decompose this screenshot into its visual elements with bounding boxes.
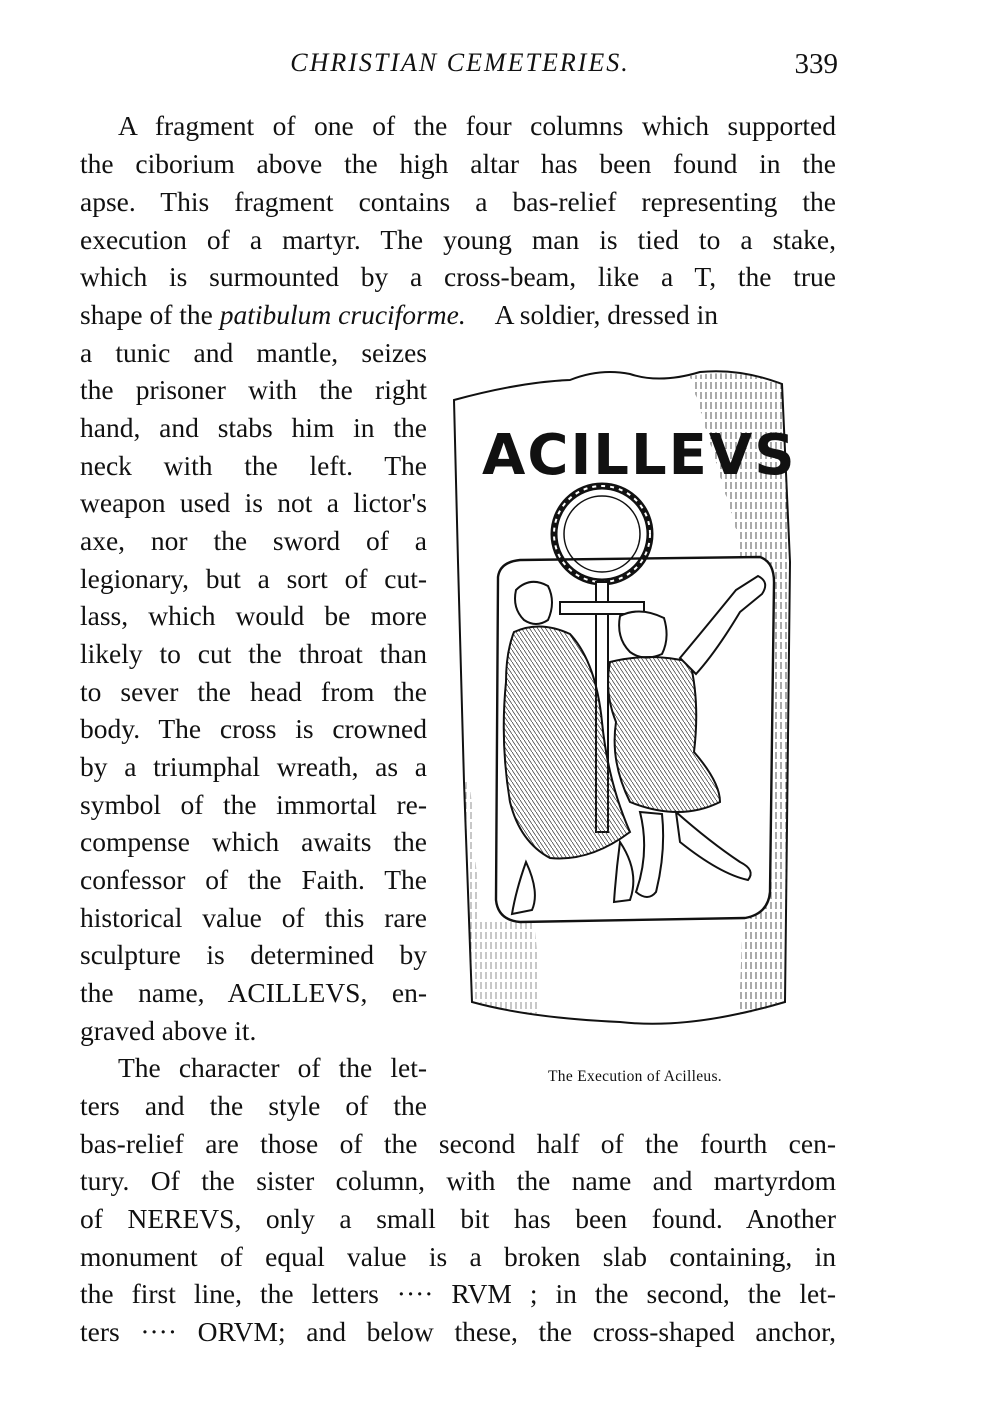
paragraph-line: tury. Of the sister column, with the name and martyrdom bbox=[80, 1165, 836, 1196]
running-title: CHRISTIAN CEMETERIES. bbox=[290, 48, 630, 77]
paragraph-line: The character of the let- bbox=[118, 1052, 427, 1083]
paragraph-line: graved above it. bbox=[80, 1015, 257, 1046]
paragraph-line: neck with the left. The bbox=[80, 450, 427, 481]
figure-caption: The Execution of Acilleus. bbox=[548, 1068, 722, 1085]
paragraph-line: bas-relief are those of the second half of the fourth cen- bbox=[80, 1128, 836, 1159]
inscription-text: ACILLEVS bbox=[482, 423, 797, 488]
line-text: shape of the bbox=[80, 299, 213, 330]
paragraph-line: axe, nor the sword of a bbox=[80, 525, 427, 556]
paragraph-line: sculpture is determined by bbox=[80, 939, 427, 970]
paragraph-line: execution of a martyr. The young man is tied to a stake, bbox=[80, 224, 836, 255]
column-fragment-drawing bbox=[440, 362, 800, 1042]
paragraph-line: likely to cut the throat than bbox=[80, 638, 427, 669]
paragraph-line: A fragment of one of the four columns which supported bbox=[118, 110, 836, 141]
paragraph-line: the first line, the letters ···· RVM ; in the second, the let- bbox=[80, 1278, 836, 1309]
paragraph-line: which is surmounted by a cross-beam, like a T, the true bbox=[80, 261, 836, 292]
paragraph-line: compense which awaits the bbox=[80, 826, 427, 857]
latin-term: patibulum cruciforme. bbox=[219, 299, 466, 330]
paragraph-line: hand, and stabs him in the bbox=[80, 412, 427, 443]
paragraph-line: by a triumphal wreath, as a bbox=[80, 751, 427, 782]
paragraph-line: body. The cross is crowned bbox=[80, 713, 427, 744]
paragraph-line: monument of equal value is a broken slab containing, in bbox=[80, 1241, 836, 1272]
line-text: A soldier, dressed in bbox=[494, 299, 719, 330]
paragraph-line: a tunic and mantle, seizes bbox=[80, 337, 427, 368]
bas-relief-illustration bbox=[440, 362, 800, 1042]
paragraph-line: to sever the head from the bbox=[80, 676, 427, 707]
paragraph-line: legionary, but a sort of cut- bbox=[80, 563, 427, 594]
paragraph-line-italic-phrase bbox=[80, 297, 836, 333]
paragraph-line: ters ···· ORVM; and below these, the cross-shaped anchor, bbox=[80, 1316, 836, 1347]
paragraph-line: the name, ACILLEVS, en- bbox=[80, 977, 427, 1008]
paragraph-line: of NEREVS, only a small bit has been found. Another bbox=[80, 1203, 836, 1234]
paragraph-line: ters and the style of the bbox=[80, 1090, 427, 1121]
paragraph-line: the ciborium above the high altar has been found in the bbox=[80, 148, 836, 179]
paragraph-line: historical value of this rare bbox=[80, 902, 427, 933]
paragraph-line: confessor of the Faith. The bbox=[80, 864, 427, 895]
paragraph-line: apse. This fragment contains a bas-relief representing the bbox=[80, 186, 836, 217]
page-header bbox=[80, 48, 840, 88]
paragraph-line: symbol of the immortal re- bbox=[80, 789, 427, 820]
paragraph-line: weapon used is not a lictor's bbox=[80, 487, 427, 518]
paragraph-line: the prisoner with the right bbox=[80, 374, 427, 405]
page-number: 339 bbox=[794, 48, 838, 80]
paragraph-line: lass, which would be more bbox=[80, 600, 427, 631]
